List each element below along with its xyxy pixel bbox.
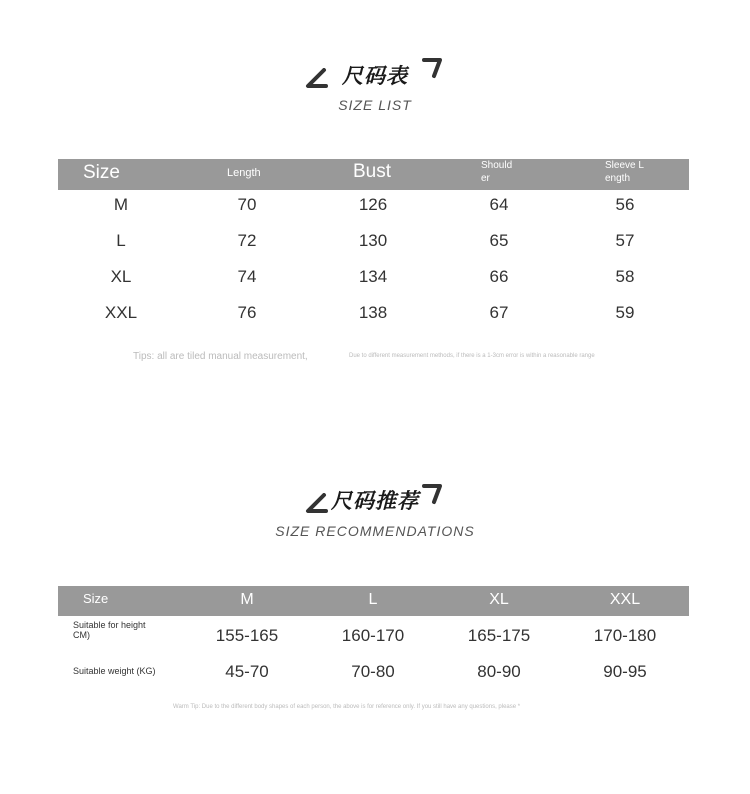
header-size-m: M bbox=[240, 591, 254, 608]
size-cell: L bbox=[116, 231, 126, 250]
length-cell: 74 bbox=[237, 267, 257, 286]
size-cell: XXL bbox=[104, 303, 138, 322]
header-size-xl: XL bbox=[489, 591, 509, 608]
weight-cell: 80-90 bbox=[477, 662, 521, 681]
measurement-error-note: Due to different measurement methods, if there is a 1-3cm error is within a reasonable range bbox=[349, 353, 595, 359]
warm-tip: Warm Tip: Due to the different body shapes of each person, the above is for reference only. If you still have any questions, please * bbox=[173, 704, 521, 710]
length-cell: 72 bbox=[237, 231, 257, 250]
size-recommend-header bbox=[58, 586, 689, 616]
measurement-tip: Tips: all are tiled manual measurement, bbox=[133, 351, 308, 362]
table-row bbox=[58, 620, 689, 656]
size-list-en-title: SIZE LIST bbox=[338, 97, 412, 113]
size-list-title-block bbox=[0, 60, 750, 90]
shoulder-cell: 65 bbox=[489, 231, 509, 250]
header-size: Size bbox=[83, 591, 109, 606]
height-cell: 155-165 bbox=[215, 626, 279, 645]
header-size-l: L bbox=[368, 591, 378, 608]
header-length: Length bbox=[227, 167, 261, 179]
size-recommend-en-title: SIZE RECOMMENDATIONS bbox=[275, 523, 475, 539]
sleeve-cell: 59 bbox=[615, 303, 635, 322]
sleeve-cell: 58 bbox=[615, 267, 635, 286]
header-size: Size bbox=[83, 162, 120, 183]
size-list-en-title-wrap bbox=[0, 97, 750, 113]
size-list-header bbox=[58, 159, 689, 190]
table-row bbox=[58, 267, 689, 303]
length-cell: 76 bbox=[237, 303, 257, 322]
table-row bbox=[58, 195, 689, 231]
header-sleeve-line2: ength bbox=[605, 173, 631, 184]
size-list-table bbox=[58, 159, 689, 339]
table-row bbox=[58, 656, 689, 692]
sleeve-cell: 57 bbox=[615, 231, 635, 250]
size-cell: M bbox=[113, 195, 129, 214]
size-recommend-cn-title: 尺码推荐 bbox=[331, 489, 419, 513]
weight-cell: 45-70 bbox=[225, 662, 269, 681]
height-cell: 165-175 bbox=[467, 626, 531, 645]
header-shoulder-line1: Should bbox=[481, 160, 513, 171]
height-cell: 160-170 bbox=[341, 626, 405, 645]
bust-cell: 130 bbox=[358, 231, 388, 250]
size-list-cn-title: 尺码表 bbox=[342, 64, 408, 88]
height-cell: 170-180 bbox=[593, 626, 657, 645]
header-shoulder-line2: er bbox=[481, 173, 490, 184]
bust-cell: 126 bbox=[358, 195, 388, 214]
size-recommend-table bbox=[58, 586, 689, 692]
shoulder-cell: 67 bbox=[489, 303, 509, 322]
size-recommend-en-title-wrap bbox=[0, 523, 750, 539]
weight-row-label: Suitable weight (KG) bbox=[73, 666, 156, 676]
header-bust: Bust bbox=[353, 161, 392, 182]
length-cell: 70 bbox=[237, 195, 257, 214]
sleeve-cell: 56 bbox=[615, 195, 635, 214]
table-row bbox=[58, 231, 689, 267]
weight-cell: 70-80 bbox=[351, 662, 395, 681]
bust-cell: 138 bbox=[358, 303, 388, 322]
table-row bbox=[58, 303, 689, 339]
shoulder-cell: 66 bbox=[489, 267, 509, 286]
shoulder-cell: 64 bbox=[489, 195, 509, 214]
header-sleeve-line1: Sleeve L bbox=[605, 160, 644, 171]
height-row-label bbox=[73, 620, 146, 640]
height-label-line1: Suitable for height bbox=[73, 620, 146, 630]
size-cell: XL bbox=[110, 267, 132, 286]
header-size-xxl: XXL bbox=[609, 591, 641, 608]
bust-cell: 134 bbox=[358, 267, 388, 286]
height-label-line2: CM) bbox=[73, 630, 90, 640]
weight-cell: 90-95 bbox=[603, 662, 647, 681]
size-recommend-title-block bbox=[0, 485, 750, 515]
